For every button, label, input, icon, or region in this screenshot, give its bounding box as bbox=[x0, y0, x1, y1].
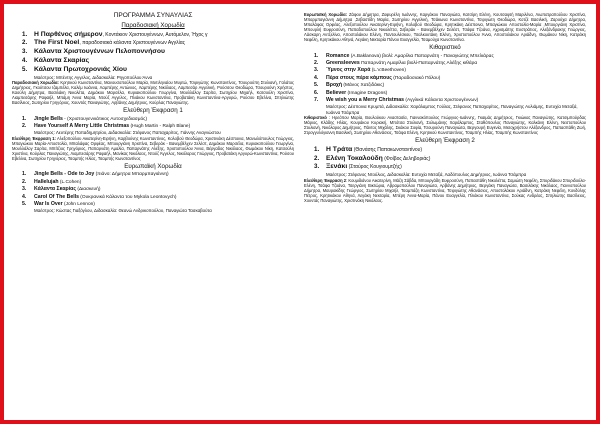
program-item: 3. Κάλαντα Σκαρίας (Διασκευή) bbox=[22, 186, 101, 193]
program-item: 2. Hallelujah (L.Cohen) bbox=[22, 178, 82, 185]
free-expression-2-program bbox=[304, 146, 586, 172]
section-heading-traditional-choir: Παραδοσιακή Χορωδία bbox=[121, 22, 185, 29]
program-item: 4. Πέρα στους πέρα κάμπους (Παραδοσιακό Πόλου) bbox=[314, 74, 441, 81]
european-choir-program bbox=[12, 171, 294, 208]
members-list: Κιθαριστικό : Ηρεόπου Μαρία, Βουλούκου Αναστασία, Γιαννακόπουλος Γεώργιος-Ιωάννης, Γκαιμάς Δημήτριος, Γκιώκας Παναγιώτης, Κατσιμπούρδας Μάριος, Κλάδης Ηλίας, Κουράκου Κυριακή, Μπότσα Στυλιανή, Σολωμάνης Χαράλαμπος, Σταθόπουλος Παναγιώτης, Καλκάνη Ελένη, Νεστοπούλου Στυλιανή, Νικόλαρος Δημήτριος, Πάντος Μιχάλης, Σκάκου Σοφία, Τσουρούνη Παναγιώτα, Βεργουρή Ευγενία, Μισοχρήστου Αλέξανδρος, Παπασπάθη Ζωή, Στρογγυλόγιαννη Βασιλική, Σωτηρίου Αθανάσιος, Τσάφα Ελένη, Κρητικού Κωνσταντίνος, Τσαμπής Ηλίας, Τσαμπής Κωνσταντίνος bbox=[304, 115, 586, 136]
guitar-ensemble-program bbox=[304, 53, 586, 105]
members-list: Ευρωπαϊκή Χορωδία: Ζάφου Δήμητρα, Ζαφυρέλη Ιωάννης, Καργάκου Παναγιώτα, Κατσίρη Ελένη, Κουτσαφτή Μαριλένα, Λιωπατραπούλου Χριστίνα, Μπαρμπαγιάννη Δήμητρα ,Σεβαστίδη Μαρία, Σωτηρίου Αγγελική, Τσάκωνα Κωνσταντίνα, Τσιριγώτη Θεοδώρα, Κοτζέ Βασιλική, Ζαρούχα Δήμητρα, Μπαλάφας Ορφέας, Αλεξοπούλου Αικατερίνη-Ειρήνη, Κολοβού Θεοδώρα, Κρητικάκη Δέσποινα, Μπαγιώκου Αποστολία-Μαρία ,Μπουργιάνη Χριστίνα, Μπουρλή Ευφροσύνη, Παπαδοπούλου Νικολέττα, Σεβεράκ - Βανεμβέλχεν Σελέστ, Τσάφα Τζοάνα, Αχρισμάτης Ευστράτιος, Αλεξάνδρακης Γεώργιος, Λάσκαρη Αντζελίνα, Αποστολάκου Ελένη, Παντουλέσκου, Τσαλκουτάκη Ελένη, Χριστοπούλου Άννα, Αποστολάκου Αριάδνη, Θωμάκου Νίκη, Κατράκη Νεφέλη, Κρητικάκου Αθηνά, Λεγάκη Νεκταρία Πάνου Ευαγγελία, Τσαμούχα Κωνσταντίνα. bbox=[304, 12, 586, 42]
staff-credits: Μαέστρος: Λευτέρης Παπαδημητρίου, Διδασκαλία: Στέφανος Παπαχαρίτος, Γιάννης Αναγνώστου bbox=[34, 130, 221, 136]
program-item: 1. Jingle Bells - Ode to Joy (πιάνο: Δήμητρα Μπαρμπαγιάννη) bbox=[22, 171, 169, 178]
section-heading-free-expression-1: Ελεύθερη Έκφραση 1 bbox=[123, 106, 183, 114]
right-column bbox=[304, 12, 586, 203]
section-heading-guitar-ensemble: Κιθαριστικό bbox=[429, 44, 461, 51]
program-item: 4. Carol Of The Bells (Ουκρανικά Κάλαντα του Mykola Leontovych) bbox=[22, 193, 177, 200]
program-item: 5. Κάλαντα Πρωτοχρονιάς Χίου bbox=[22, 65, 127, 73]
section-heading-european-choir: Ευρωπαϊκή Χορωδία bbox=[124, 162, 182, 170]
program-item: 2. Have Yourself A Merry Little Christmas (Hugh Martin - Ralph Blane) bbox=[22, 122, 191, 129]
program-item: 2. The First Noel, παραδοσιακά κάλαντα Χριστουγέννων Αγγλίας bbox=[22, 39, 186, 47]
members-list: Ελεύθερη Έκφραση 1: Αλεξοπούλου Αικατερίνη-Ειρήνη, Καρβούνης Κωνσταντίνος, Κολοβού Θεοδώρα, Χριστινάκη Δέσποινα, Μανωλόπουλος Γεώργιος, Μπαγιώκου Μαρία-Αποστολία, Μπαλάφας Ορφέας, Μπουργιάνη Χριστίνα, Σεβεράκ - Βανεμβέλχεν Σελέστ, Δημάκου Μαρσέλα, Κυριακοπούλου Γεωργίνα, Μουλλάλογ Σαρίτα, Μπίτζιος Γρηγόριος, Παπαρνάτη Αμαλία, Παπαρνάτης Αλέξης, Χριστοπούλου Άννα, Βέργαδος Νικόλαος, Θωμάκου Νίκη, Κατσούλη Χριστίνα, Κούρλας Παναγιώτης, Λιαμπεσάρης Ραφαήλ, Μανίκας Νικόλαος, Ντούζ Άγγελος, Νικόλαρος Γεώργιος, Προβατάκη Αργυρώ-Κωνσταντίνα, Ρούσου Εβελίνα, Σωτηρίου Γρηγόριος, Τσαμπής Ηλίας, Τσαμπής Κωνσταντίνος bbox=[12, 135, 295, 161]
program-item: 3. Ξενάκι (Σταύρος Κουγιουμτζής) bbox=[314, 163, 402, 171]
program-item: 2. Greensleeves Παπαρνάτη Αμαρίλια βιολί-Παπαρνάτης Αλέξης κιθάρα bbox=[314, 60, 478, 66]
members-list: Ελεύθερη Έκφραση 2: Κουμιδιάνου Αικατερίνη, Μάζη Σάβδα, Μπουργάδη Ευφροσύνη, Παπαστάθη Νικολέττα, Σαμιώτη Νεφέλη, Σπυριδάκου Σπυριδούλα-Ελένη, Τσάφα Τζοάνα, Τσεργιάνη Βικτώρια, Αβραμοπούλου Παναγιώτα, Αρβάνης Δημήτριος, Βεργάκη Παναγιώτα, Βασιλάκης Νικόλαος, Γιαννοπούλου Δήμητρα, Μαυρακίδης Γεώργιος, Σωτηρίου Μιχαήλ, Τσαμπάζη Κωνσταντίνα, Τσιριγώτης Αθανάσιος, Αποστολάκου Αριάδνη, Κατράκη Νεφέλη, Κονδύλης Πέτρος, Κρητικάκου Αθηνά, Λεγάκη Νεκταρία, Μπέρη Άννα-Μαρία, Πάνου Ευαγγελία, Πλιάκου Κωνσταντίνα, Σούκας Ανδρέας, Σπηλιώτης Βασίλειος, Χουντάς Παναγιώτης, Χριστινάκη Νικόλαος. bbox=[304, 177, 587, 203]
left-column bbox=[12, 12, 294, 214]
program-item: 4. Κάλαντα Σκαρίας bbox=[22, 56, 90, 64]
program-item: 1. Η Παρθένος σήμερον, Κοντάκιον Χριστουγέννων, Αυτόμελον, Ήχος γ bbox=[22, 30, 208, 38]
members-list: Παραδοσιακή Χορωδία: Κρητικού Κωνσταντίνα, Μανουσοπούλου Μαρία, Μυτιληναίου Μυρτώ, Τσιριγώτης Κωνσταντίνος, Τσουρούπη Στυλιανή, Γαλάτος Δημήτριος, Γκούτσου Ιζαμπέλα, Καλέμ Ιωάννα, Λαμπέρης Αντώνιος, Λαμπέρης Νικόλαος, Λαμπεσάρ Αγγελική, Ρούσσου Θεοδώρα, Τσουρούνη Χρήστος, Καούλη Δήμητρα, Βασιλάκη Νικολέτα, Δημάκου Μαρσέλα, Κυριακοπούλου Γεωργίνα, Μουλλάλογ Σαρίτα, Σωτηρίου Μιχαήλ, Κατσούλη Χριστίνα, Λιαμπεσάρης Ραφαήλ, Μπάμη Άννα Μαρία, Ντούζ Αγγελος, Πλιάκου Κωνσταντίνα, Προβατάκη Κωνσταντίνα-Αργυρώ, Ρούσου Εβελίνα, Σπηλιώτης Βασίλειος, Σωτηρίου Γρηγόριος, Χουντάς Παναγιώτης, Αρβάνης Δημήτριος, Κούρλας Παναγιώτης. bbox=[12, 79, 295, 105]
program-item: 6. Believer (Imagine Dragons) bbox=[314, 89, 388, 96]
program-item: 2. Ελένη Τοκαλούδη (Φοίβος Δεληβοριάς) bbox=[314, 154, 431, 162]
staff-credits: Μαέστρος: Μπέντης Αγγελος, Διδασκαλία: Ρηγοπούλου Άννα bbox=[34, 74, 153, 80]
program-item: 3. Ύμνος στην Χαρά (L.V.Beethoven) bbox=[314, 67, 406, 74]
traditional-choir-program bbox=[12, 31, 294, 75]
program-item: 1. Η Τράτα (Θανάσης Παπακωνσταντίνου) bbox=[314, 145, 423, 153]
page-title: ΠΡΟΓΡΑΜΜΑ ΣΥΝΑΥΛΙΑΣ bbox=[113, 12, 193, 19]
program-item: 7. We wish you a Merry Christmas (Αγγλικά Κάλαντα Χριστουγέννων) bbox=[314, 97, 479, 104]
staff-credits: Μαέστρος: Στέφανος Ντούλιος, Διδασκαλία: Ευτυχία Μεταξά, Λαδόπουλος Δημήτριος, Ιωάννα Τσάμπρα bbox=[326, 172, 527, 178]
free-expression-1-program bbox=[12, 116, 294, 131]
program-item: 5. War Is Over (John Lennon) bbox=[22, 201, 95, 208]
program-item: 5. Βροχή (Μάνος Χατζιδάκις) bbox=[314, 82, 385, 89]
program-item: 3. Κάλαντα Χριστουγέννων Πελοποννήσου bbox=[22, 48, 165, 56]
staff-credits: Μαέστρος: Κώστας Γιαξόγλου, Διδασκαλία: Θεανώ Ανδρικοπούλου, Παναγιώτα Τασκαβούτα bbox=[34, 208, 212, 214]
program-item: 1. Jingle Bells - (Χριστουγεννιάτικος Αυτοσχεδιασμός) bbox=[22, 115, 148, 122]
section-heading-free-expression-2: Ελεύθερη Έκφραση 2 bbox=[415, 137, 475, 145]
program-item: 1. Romance (A.Baklanova) βιολί: Αμαρίλια Παπαρνάτη - Παναγιώτης Μπελιάρας bbox=[314, 52, 494, 59]
staff-credits: Μαέστρος: Δέσποινα Κρυμπά, Διδασκαλία: Χαράλαμπος Γούλας, Στέφανος Παπαχαρίτος, Παναγιώτης Αυλιάμης, Ευτυχία Μεταξά, Ιωάννα Τσάμπρα bbox=[326, 104, 578, 115]
